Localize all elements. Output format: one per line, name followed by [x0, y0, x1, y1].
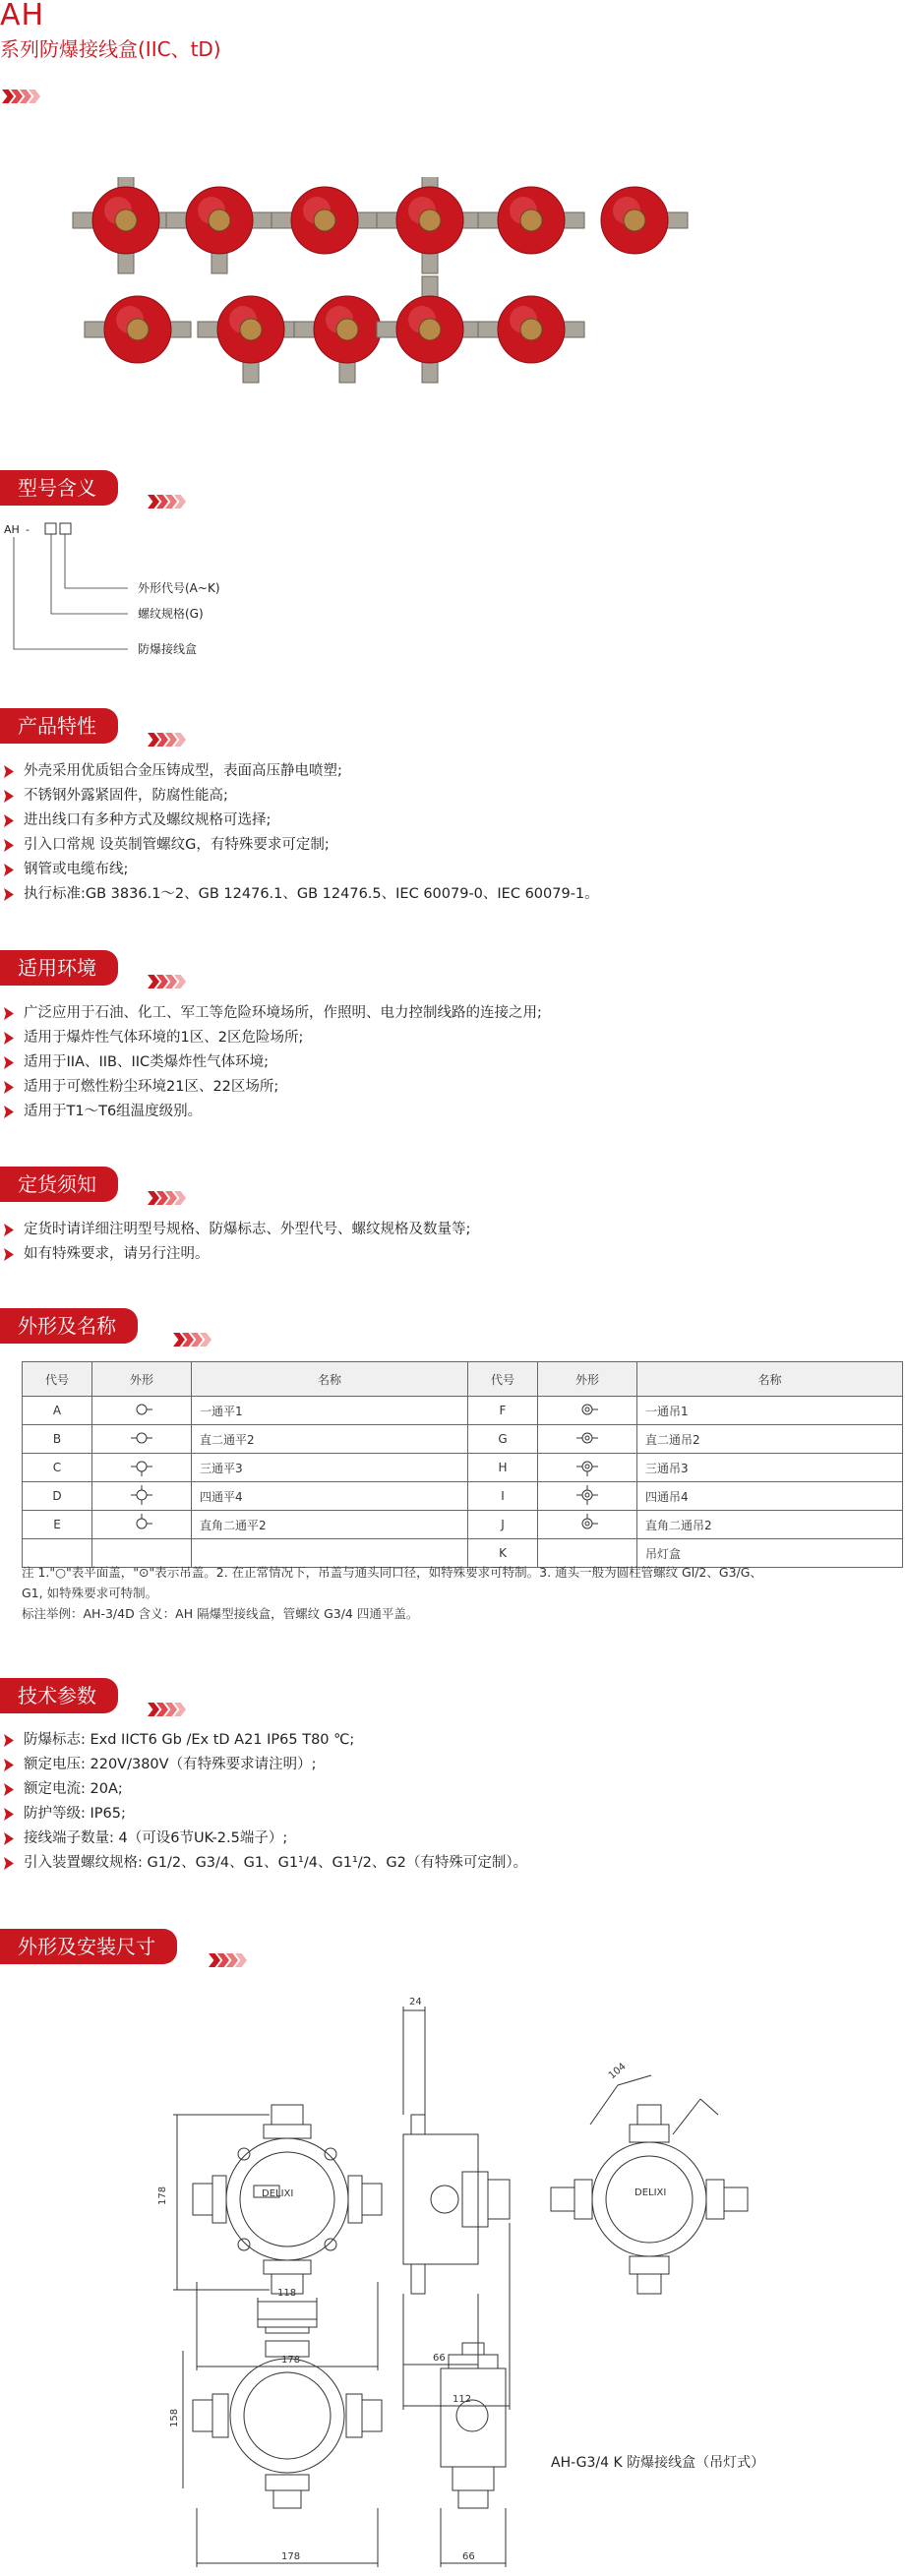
name-cell: 直二通吊2	[637, 1425, 903, 1454]
product-photo	[478, 296, 584, 363]
dim-label: 178	[281, 2551, 301, 2562]
top-view-drawing	[551, 2075, 748, 2294]
product-photo	[377, 276, 483, 383]
list-item: 不锈钢外露紧固件，防腐性能高;	[0, 784, 599, 809]
list-item: 钢管或电缆布线;	[0, 858, 599, 882]
list-item: 适用于T1～T6组温度级别。	[0, 1100, 542, 1124]
note-line: G1, 如特殊要求可特制。	[22, 1586, 158, 1600]
dim-label: 66	[433, 2353, 446, 2364]
code-cell: J	[468, 1511, 538, 1539]
section-model-title: 型号含义	[0, 470, 118, 506]
section-features-title: 产品特性	[0, 708, 118, 744]
table-notes	[22, 1562, 762, 1624]
list-item: 如有特殊要求，请另行注明。	[0, 1242, 470, 1267]
section-chevrons	[209, 1952, 244, 1966]
product-photo	[601, 187, 688, 254]
product-photo	[73, 177, 179, 273]
ordering-list	[0, 1218, 470, 1267]
box-flat-icon	[127, 1409, 156, 1423]
drawing-caption: AH-G3/4 K 防爆接线盒（吊灯式）	[551, 2455, 765, 2471]
section-chevrons	[148, 974, 183, 988]
dim-label: 178	[281, 2355, 301, 2366]
model-prefix: AH	[4, 523, 20, 536]
code-cell: H	[468, 1454, 538, 1482]
section-shapes-title: 外形及名称	[0, 1308, 138, 1344]
list-item: 防爆标志: Exd IICT6 Gb /Ex tD A21 IP65 T80 ℃;	[0, 1728, 527, 1753]
dim-label: 158	[169, 2408, 180, 2427]
shape-icon-cell	[92, 1397, 192, 1425]
name-cell: 一通吊1	[637, 1397, 903, 1425]
section-environment-title: 适用环境	[0, 950, 118, 986]
box-flat-icon	[127, 1438, 156, 1452]
code-cell: E	[23, 1511, 92, 1539]
product-photo	[478, 187, 584, 254]
section-chevrons	[173, 1332, 209, 1346]
tech-list	[0, 1728, 527, 1876]
shape-icon-cell	[538, 1511, 637, 1539]
name-cell: 四通吊4	[637, 1482, 903, 1511]
list-item: 广泛应用于石油、化工、军工等危险环境场所，作照明、电力控制线路的连接之用;	[0, 1001, 542, 1026]
brand-label: DELIXI	[634, 2187, 667, 2198]
page-title: AH	[0, 0, 45, 32]
shape-table	[22, 1361, 903, 1568]
list-item: 引入装置螺纹规格: G1/2、G3/4、G1、G1¹/4、G1¹/2、G2（有特殊可定制）。	[0, 1851, 527, 1876]
table-row	[23, 1397, 903, 1425]
name-cell: 三通平3	[192, 1454, 468, 1482]
product-photo	[377, 177, 483, 273]
list-item: 额定电流: 20A;	[0, 1777, 527, 1802]
name-cell: 直二通平2	[192, 1425, 468, 1454]
shape-icon-cell	[538, 1397, 637, 1425]
section-tech-title: 技术参数	[0, 1678, 118, 1713]
page-subtitle: 系列防爆接线盒(IIC、tD)	[0, 37, 221, 61]
section-dimensions-title: 外形及安装尺寸	[0, 1929, 177, 1964]
model-diagram	[0, 519, 393, 667]
product-gallery	[0, 177, 906, 403]
list-item: 执行标准:GB 3836.1～2、GB 12476.1、GB 12476.5、IEC 60079-0、IEC 60079-1。	[0, 882, 599, 907]
shape-icon-cell	[92, 1511, 192, 1539]
code-cell: A	[23, 1397, 92, 1425]
col-header: 代号	[23, 1362, 92, 1397]
note-line: 标注举例：AH-3/4D 含义：AH 隔爆型接线盒，管螺纹 G3/4 四通平盖。	[22, 1606, 419, 1621]
col-header: 名称	[192, 1362, 468, 1397]
shape-icon-cell	[92, 1454, 192, 1482]
environment-list	[0, 1001, 542, 1124]
section-chevrons	[148, 732, 183, 746]
name-cell: 直角二通平2	[192, 1511, 468, 1539]
name-cell: 一通平1	[192, 1397, 468, 1425]
dim-label: 24	[409, 1997, 422, 2007]
product-photo	[294, 296, 400, 383]
col-header: 代号	[468, 1362, 538, 1397]
table-row	[23, 1482, 903, 1511]
code-cell: G	[468, 1425, 538, 1454]
box-hanging-icon	[573, 1409, 602, 1423]
brand-label: DELIXI	[262, 2188, 294, 2199]
box-flat-icon	[127, 1495, 156, 1509]
col-header: 外形	[92, 1362, 192, 1397]
name-cell: 三通吊3	[637, 1454, 903, 1482]
dimension-drawings	[0, 1977, 906, 2572]
model-dash: -	[26, 523, 30, 536]
box-flat-icon	[127, 1524, 156, 1537]
code-cell: B	[23, 1425, 92, 1454]
list-item: 外壳采用优质铝合金压铸成型，表面高压静电喷塑;	[0, 759, 599, 784]
section-ordering-title: 定货须知	[0, 1167, 118, 1202]
dim-label: 104	[606, 2061, 629, 2082]
shape-icon-cell	[92, 1425, 192, 1454]
table-header-row	[23, 1362, 903, 1397]
code-cell: D	[23, 1482, 92, 1511]
dim-label: 112	[453, 2394, 472, 2405]
col-header: 名称	[637, 1362, 903, 1397]
list-item: 适用于爆炸性气体环境的1区、2区危险场所;	[0, 1026, 542, 1050]
list-item: 额定电压: 220V/380V（有特殊要求请注明）;	[0, 1753, 527, 1777]
box-hanging-icon	[573, 1524, 602, 1537]
note-line: 注 1."○"表平面盖，"⊙"表示吊盖。2. 在正常情况下，吊盖与通头同口径，如特殊要求可特制。3. 通头一般为圆柱管螺纹 Gl/2、G3/G、	[22, 1565, 762, 1580]
shape-icon-cell	[538, 1482, 637, 1511]
code-cell: C	[23, 1454, 92, 1482]
box-hanging-icon	[573, 1495, 602, 1509]
name-cell: 吊灯盒	[637, 1539, 903, 1568]
table-row	[23, 1511, 903, 1539]
product-photo	[166, 187, 272, 273]
product-photo	[272, 187, 378, 254]
model-legend-thread: 螺纹规格(G)	[138, 607, 204, 621]
dim-label: 118	[277, 2288, 297, 2299]
side-view-drawing	[403, 2007, 510, 2410]
list-item: 适用于可燃性粉尘环境21区、22区场所;	[0, 1075, 542, 1100]
code-cell: F	[468, 1397, 538, 1425]
shape-icon-cell	[538, 1454, 637, 1482]
name-cell: 四通平4	[192, 1482, 468, 1511]
front-view-drawing	[173, 2105, 382, 2370]
lamp-box-front-drawing	[183, 2298, 382, 2567]
section-chevrons	[148, 1702, 183, 1715]
list-item: 防护等级: IP65;	[0, 1802, 527, 1827]
product-photo	[198, 296, 304, 383]
box-flat-icon	[127, 1467, 156, 1480]
lamp-box-side-drawing	[441, 2343, 506, 2567]
name-cell: 直角二通吊2	[637, 1511, 903, 1539]
table-row	[23, 1454, 903, 1482]
model-box-1	[45, 523, 56, 534]
code-cell: I	[468, 1482, 538, 1511]
model-legend-shape: 外形代号(A~K)	[138, 581, 220, 595]
header-chevrons	[2, 89, 37, 102]
box-hanging-icon	[573, 1438, 602, 1452]
shape-icon-cell	[92, 1482, 192, 1511]
list-item: 适用于IIA、IIB、IIC类爆炸性气体环境;	[0, 1050, 542, 1075]
list-item: 引入口常规 设英制管螺纹G，有特殊要求可定制;	[0, 833, 599, 858]
list-item: 接线端子数量: 4（可设6节UK-2.5端子）;	[0, 1827, 527, 1851]
box-hanging-icon	[573, 1467, 602, 1480]
list-item: 定货时请详细注明型号规格、防爆标志、外型代号、螺纹规格及数量等;	[0, 1218, 470, 1242]
code-cell: K	[468, 1539, 538, 1568]
model-box-2	[60, 523, 71, 534]
list-item: 进出线口有多种方式及螺纹规格可选择;	[0, 809, 599, 833]
model-legend-box: 防爆接线盒	[138, 642, 198, 656]
section-chevrons	[148, 494, 183, 508]
dim-label: 66	[462, 2551, 475, 2562]
col-header: 外形	[538, 1362, 637, 1397]
table-row	[23, 1425, 903, 1454]
dim-label: 178	[157, 2186, 168, 2205]
shape-icon-cell	[538, 1425, 637, 1454]
features-list	[0, 759, 599, 907]
section-chevrons	[148, 1190, 183, 1204]
product-photo	[85, 296, 191, 363]
